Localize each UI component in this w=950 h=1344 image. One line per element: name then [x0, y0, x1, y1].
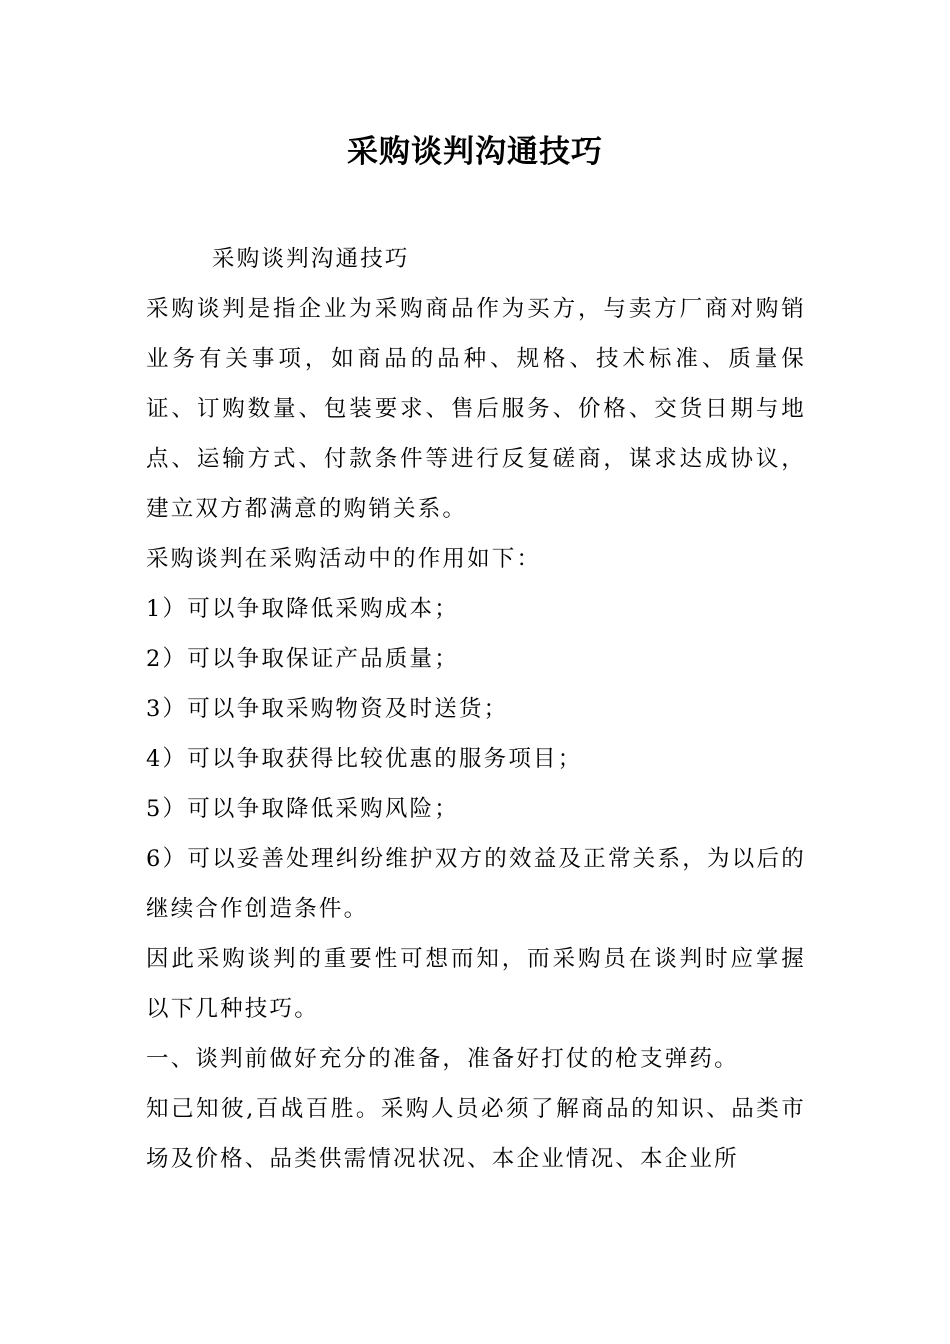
- role-intro-paragraph: 采购谈判在采购活动中的作用如下：: [146, 546, 542, 572]
- subtitle-paragraph: 采购谈判沟通技巧: [212, 246, 410, 272]
- list-item: 6）可以妥善处理纠纷维护双方的效益及正常关系，为以后的继续合作创造条件。: [146, 846, 806, 922]
- importance-paragraph: 因此采购谈判的重要性可想而知，而采购员在谈判时应掌握以下几种技巧。: [146, 946, 806, 1022]
- list-item: 2）可以争取保证产品质量；: [146, 646, 459, 672]
- list-item: 1）可以争取降低采购成本；: [146, 596, 459, 622]
- list-item: 5）可以争取降低采购风险；: [146, 796, 459, 822]
- document-body: [146, 234, 806, 1184]
- list-item: 4）可以争取获得比较优惠的服务项目；: [146, 746, 583, 772]
- definition-paragraph: 采购谈判是指企业为采购商品作为买方，与卖方厂商对购销业务有关事项，如商品的品种、规格、技术标准、质量保证、订购数量、包装要求、售后服务、价格、交货日期与地点、运输方式、付款条件等进行反复磋商，谋求达成协议，建立双方都满意的购销关系。: [146, 296, 806, 522]
- section-heading: 一、谈判前做好充分的准备，准备好打仗的枪支弹药。: [146, 1046, 739, 1072]
- list-item: 3）可以争取采购物资及时送货；: [146, 696, 509, 722]
- preparation-paragraph: 知己知彼,百战百胜。采购人员必须了解商品的知识、品类市场及价格、品类供需情况状况、本企业情况、本企业所: [146, 1096, 806, 1172]
- document-title: 采购谈判沟通技巧: [347, 134, 603, 170]
